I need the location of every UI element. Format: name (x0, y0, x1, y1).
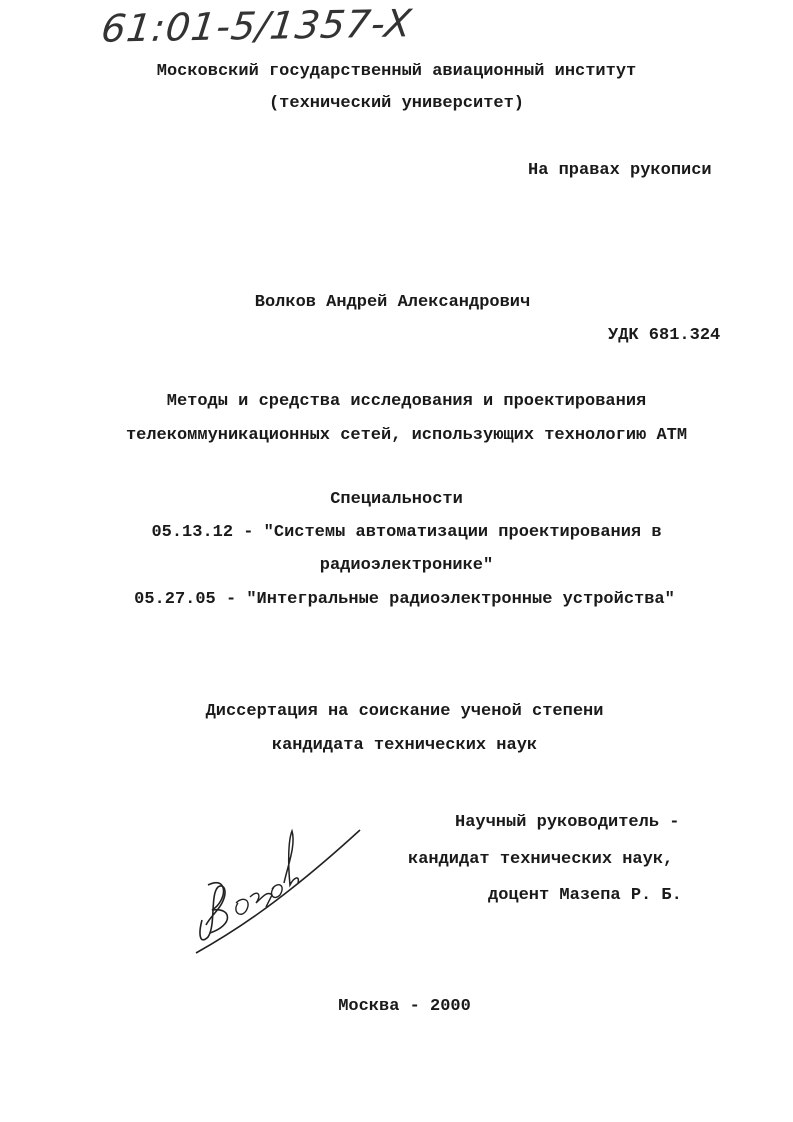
institute-name: Московский государственный авиационный институт (156, 62, 637, 81)
dissertation-line-2: кандидата технических наук (271, 736, 538, 755)
institute-subtitle: (технический университет) (268, 94, 525, 113)
supervisor-name: доцент Мазепа Р. Б. (488, 886, 682, 905)
supervisor-degree: кандидат технических наук, (408, 850, 674, 869)
udc-code: УДК 681.324 (608, 326, 721, 345)
title-line-1: Методы и средства исследования и проектирования (166, 392, 647, 411)
dissertation-line-1: Диссертация на соискание ученой степени (205, 702, 604, 721)
archive-number: 61:01-5/1357-X (98, 1, 415, 51)
specialty-1-line-1: 05.13.12 - "Системы автоматизации проектирования в (151, 523, 662, 542)
title-line-2: телекоммуникационных сетей, использующих технологию АТМ (125, 426, 688, 445)
specialties-heading: Специальности (330, 490, 463, 509)
author-name: Волков Андрей Александрович (254, 293, 531, 312)
author-signature (188, 825, 368, 975)
supervisor-title: Научный руководитель - (455, 813, 680, 832)
rights-note: На правах рукописи (528, 161, 712, 180)
specialty-2: 05.27.05 - "Интегральные радиоэлектронные устройства" (134, 590, 675, 609)
city-year: Москва - 2000 (338, 997, 471, 1016)
specialty-1-line-2: радиоэлектронике" (319, 556, 494, 575)
